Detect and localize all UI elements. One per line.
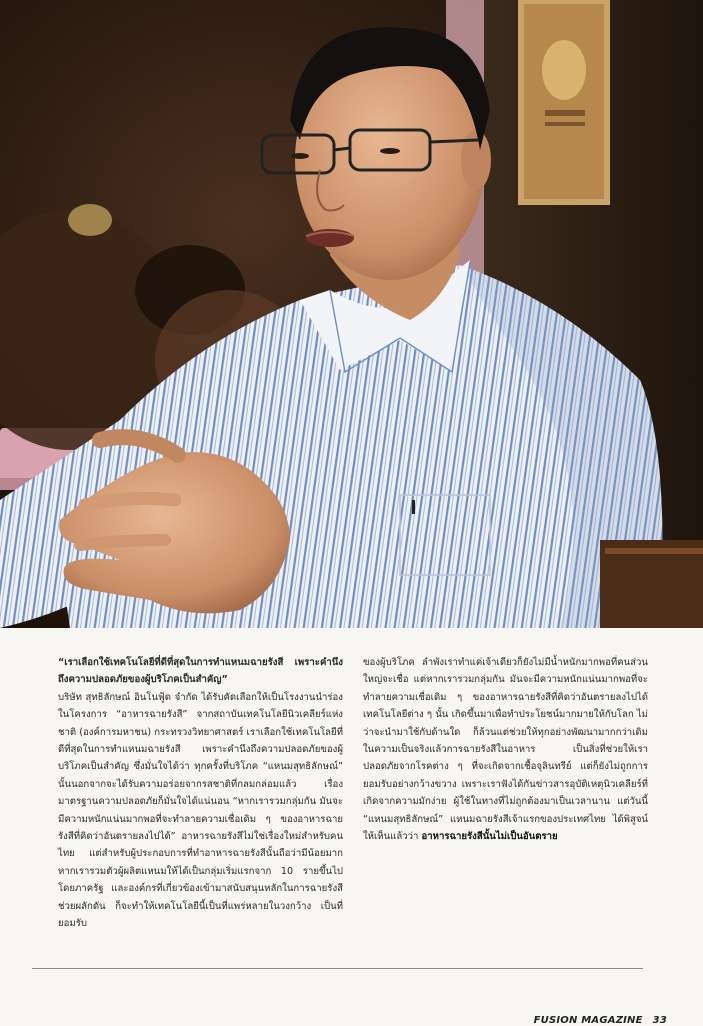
magazine-name: FUSION MAGAZINE [533,1014,643,1026]
pull-quote: “เราเลือกใช้เทคโนโลยีที่ดีที่สุดในการทำแหนมฉายรังสี เพราะคำนึงถึงความปลอดภัยของผู้บริโภคเป็นสำคัญ” [58,657,343,686]
article-column-right [363,654,648,954]
page-footer [534,1014,667,1026]
article-paragraph: บริษัท สุทธิลักษณ์ อินโนฟู้ด จำกัด ได้รับคัดเลือกให้เป็นโรงงานนำร่องในโครงการ “อาหารฉายรังสี” จากสถาบันเทคโนโลยีนิวเคลียร์แห่งชาติ (องค์การมหาชน) กระทรวงวิทยาศาสตร์ เราเลือกใช้เทคโนโลยีที่ดีที่สุดในการทำแหนมฉายรังสี เพราะคำนึงถึงความปลอดภัยของผู้บริโภคเป็นสำคัญ ซึ่งมั่นใจได้ว่า ทุกครั้งที่บริโภค “แหนมสุทธิลักษณ์” นั้นนอกจากจะได้รับความอร่อยจากรสชาติที่กลมกล่อมแล้ว เรื่องมาตรฐานความปลอดภัยก็มั่นใจได้แน่นอน “หากเรารวมกลุ่มกัน มันจะมีความหนักแน่นมากพอที่จะทำลายความเชื่อเดิม ๆ ของอาหารฉายรังสีที่คิดว่าอันตรายลงไปได้” อาหารฉายรังสีไม่ใช่เรื่องใหม่สำหรับคนไทย แต่สำหรับผู้ประกอบการที่ทำอาหารฉายรังสีนั้นถือว่ามีน้อยมาก หากเรารวมตัวผู้ผลิตแหนมให้ได้เป็นกลุ่มเริ่มแรกจาก 10 รายขึ้นไป โดยภาครัฐ และองค์กรที่เกี่ยวข้องเข้ามาสนับสนุนหลักในการฉายรังสี ช่วยผลักดัน ก็จะทำให้เทคโนโลยีนี้เป็นที่แพร่หลายในวงกว้าง เป็นที่ยอมรับ [58,691,343,930]
footer-divider [32,968,643,969]
article-paragraph-continued [363,654,648,845]
article-column-left [58,654,343,954]
page-number: 33 [652,1014,667,1026]
article-body [58,654,648,954]
article-paragraph-text: ของผู้บริโภค ลำพังเราทำแค่เจ้าเดียวก็ยังไม่มีน้ำหนักมากพอที่คนส่วนใหญ่จะเชื่อ แต่หากเรารวมกลุ่มกัน มันจะมีความหนักแน่นมากพอที่จะทำลายความเชื่อเดิม ๆ ของอาหารฉายรังสีที่คิดว่าอันตรายลงไปได้ เทคโนโลยีต่าง ๆ นั้น เกิดขึ้นมาเพื่อทำประโยชน์มากมายให้กับโลก ไม่ว่าจะนำมาใช้กับด้านใด ก็ล้วนแต่ช่วยให้ทุกอย่างพัฒนามากกว่าเดิม ในความเป็นจริงแล้วการฉายรังสีในอาหาร เป็นสิ่งที่ช่วยให้เราปลอดภัยจากโรคต่าง ๆ ที่จะเกิดจากเชื้อจุลินทรีย์ แต่ก็ยังไม่ถูกการยอมรับอย่างกว้างขวาง เพราะเราฟังได้กันข่าวสารอุบัติเหตุนิวเคลียร์ที่เกิดจากความมักง่าย ผู้ใช้ในทางที่ไม่ถูกต้องมาเป็นเวลานาน แต่วันนี้ “แหนมสุทธิลักษณ์” แหนมฉายรังสีเจ้าแรกของประเทศไทย ได้พิสูจน์ให้เห็นแล้วว่า [363,657,648,843]
article-emphasis: อาหารฉายรังสีนั้นไม่เป็นอันตราย [421,831,558,843]
